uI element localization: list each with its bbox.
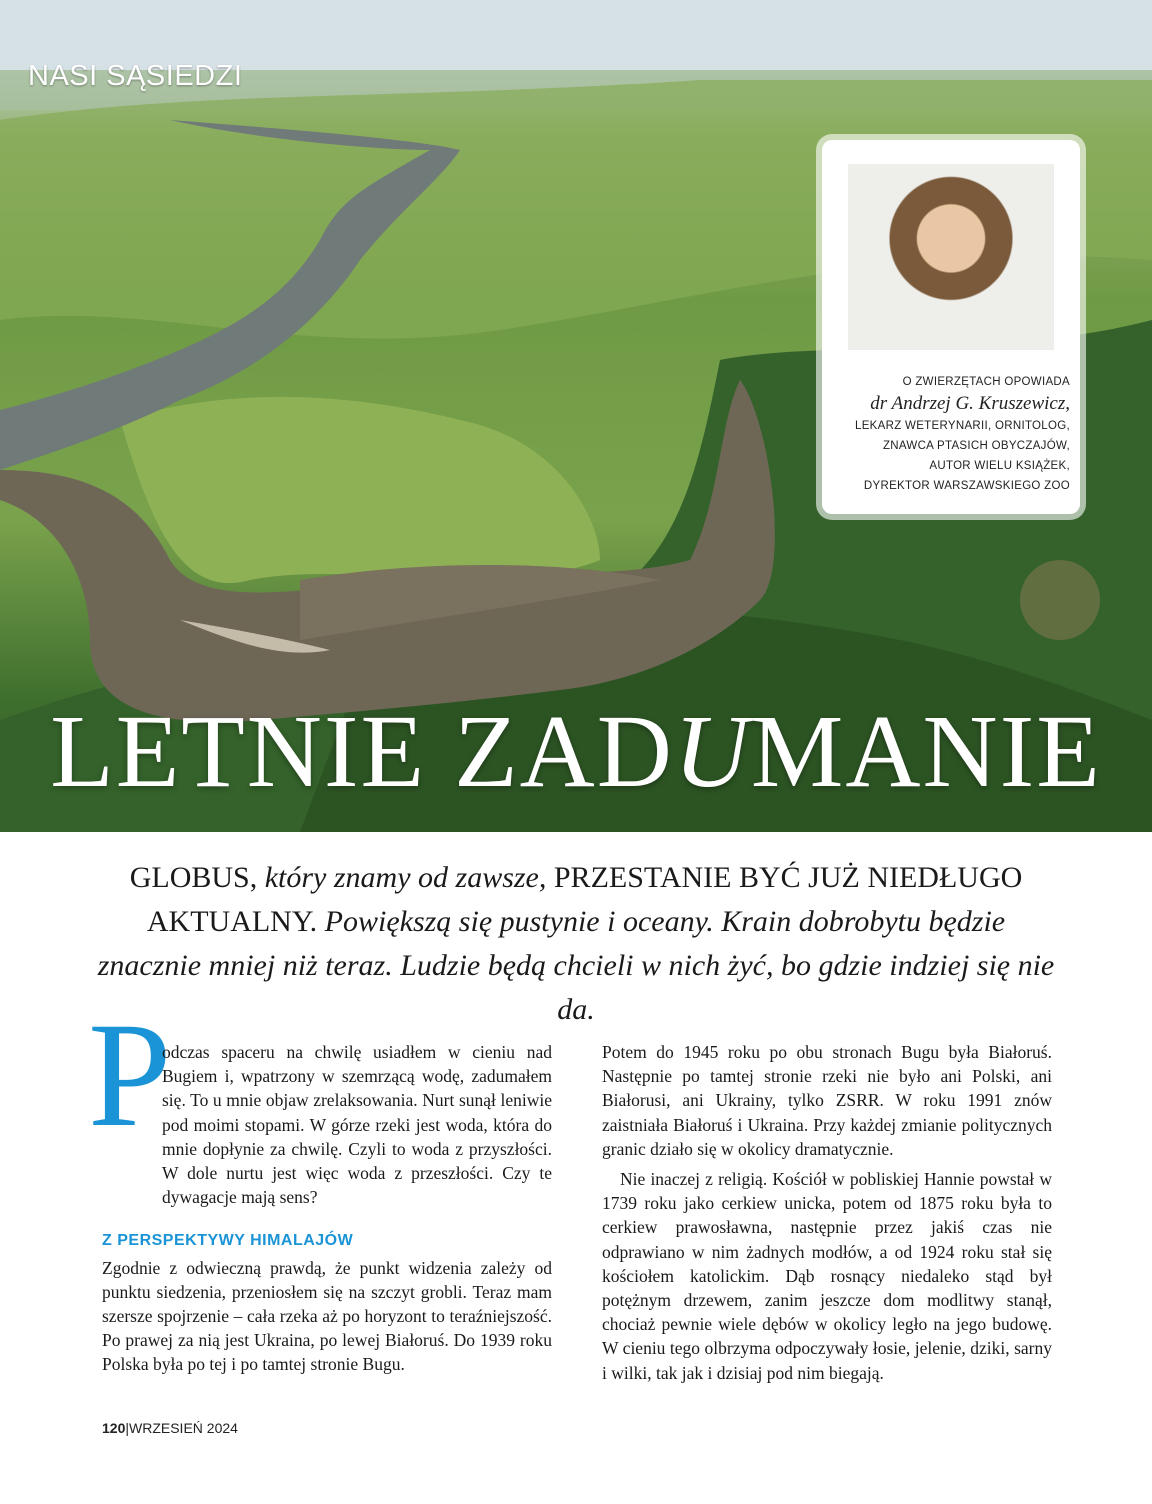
- author-card-text: [832, 372, 1070, 496]
- lead-paragraph: [96, 856, 1056, 1032]
- dropcap: P: [88, 992, 172, 1158]
- article-column-left: [102, 1040, 552, 1377]
- author-intro: O ZWIERZĘTACH OPOWIADA: [902, 376, 1070, 388]
- author-name: dr Andrzej G. Kruszewicz,: [870, 393, 1070, 414]
- section-label: NASI SĄSIEDZI: [28, 60, 243, 92]
- lead-s2: który znamy od zawsze,: [257, 861, 547, 894]
- author-role-1: LEKARZ WETERYNARII, ORNITOLOG,: [855, 420, 1070, 432]
- footer-separator: |: [125, 1420, 129, 1436]
- lead-s3: PRZESTANIE BYĆ JUŻ NIEDŁUGO AKTUALNY.: [146, 861, 1023, 938]
- body-paragraph-1: odczas spaceru na chwilę usiadłem w cieniu nad Bugiem i, wpatrzony w szemrzącą wodę, zadumałem się. To u mnie objaw zrelaksowania. Nurt sunął leniwie pod moimi stopami. W górze rzeki jest woda, która do mnie dopłynie za chwilę. Czyli to woda z przyszłości. W dole nurtu jest więc woda z przeszłości. Czy te dywagacje mają sens?: [162, 1042, 552, 1208]
- body-paragraph-3: Potem do 1945 roku po obu stronach Bugu była Białoruś. Następnie po tamtej stronie rzeki nie było ani Polski, ani Białorusi, ani Ukrainy, tylko ZSRR. W roku 1991 znów zaistniała Białoruś i Ukraina. Przy każdej zmianie politycznych granic działo się w okolicy dramatycznie.: [602, 1042, 1052, 1159]
- article-column-right: [602, 1040, 1052, 1385]
- author-card: [822, 140, 1080, 514]
- issue-date: WRZESIEŃ 2024: [129, 1420, 238, 1436]
- title-part-2: MANIE: [750, 694, 1102, 809]
- author-role-4: DYREKTOR WARSZAWSKIEGO ZOO: [863, 480, 1070, 492]
- subheading: Z PERSPEKTYWY HIMALAJÓW: [102, 1232, 354, 1250]
- author-role-3: AUTOR WIELU KSIĄŻEK,: [929, 460, 1070, 472]
- body-paragraph-4: Nie inaczej z religią. Kościół w pobliskiej Hannie powstał w 1739 roku jako cerkiew unicka, potem od 1875 roku była to cerkiew prawosławna, następnie przez jakiś czas nie odprawiano w nim żadnych modłów, a od 1924 roku stał się kościołem katolickim. Dąb rosnący niedaleko stąd był potężnym drzewem, zanim jeszcze dom modlitwy stanął, chociaż pewnie wiele dębów w okolicy legło na jego budowę. W cieniu tego olbrzyma odpoczywały łosie, jelenie, dziki, sarny i wilki, tak jak i dzisiaj pod nim biegają.: [602, 1169, 1052, 1383]
- page-footer: [102, 1420, 238, 1436]
- body-paragraph-2: Zgodnie z odwieczną prawdą, że punkt widzenia zależy od punktu siedzenia, przeniosłem się na szczyt grobli. Teraz mam szersze spojrzenie – cała rzeka aż po horyzont to teraźniejszość. Po prawej za nią jest Ukraina, po lewej Białoruś. Do 1939 roku Polska była po tej i po tamtej stronie Bugu.: [102, 1257, 552, 1375]
- author-portrait-photo: [848, 164, 1054, 350]
- page-number: 120: [102, 1420, 126, 1436]
- title-part-1: LETNIE ZAD: [50, 694, 674, 809]
- article-title: [0, 694, 1152, 809]
- author-role-2: ZNAWCA PTASICH OBYCZAJÓW,: [882, 440, 1070, 452]
- lead-s1: GLOBUS,: [129, 861, 258, 894]
- lead-s4: Powiększą się pustynie i oceany. Krain dobrobytu będzie znacznie mniej niż teraz. Ludzie będą chcieli w nich żyć, bo gdzie indziej się nie da.: [97, 905, 1055, 1026]
- title-italic-letter: U: [673, 694, 751, 809]
